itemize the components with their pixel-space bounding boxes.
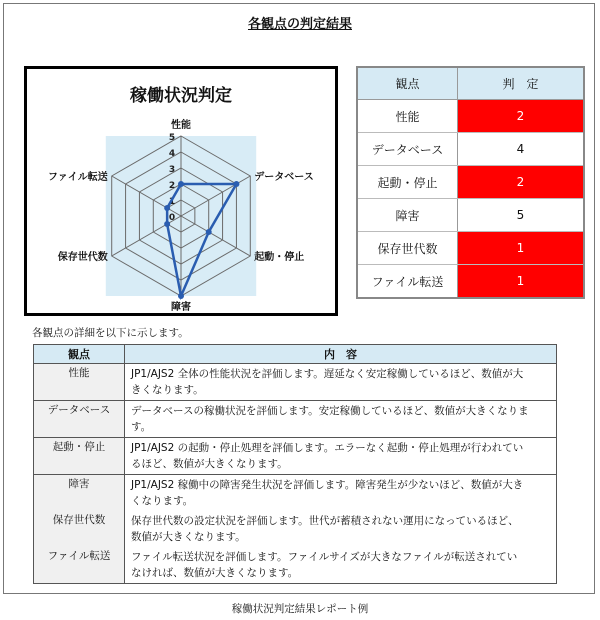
category-label: 性能 — [171, 120, 191, 131]
data-point — [164, 221, 170, 227]
judgement-table — [356, 66, 585, 299]
judgement-aspect: 障害 — [357, 199, 458, 232]
detail-aspect: データベース — [34, 401, 125, 438]
category-label: 起動・停止 — [254, 252, 305, 263]
judgement-row — [357, 133, 584, 166]
judgement-value: 2 — [458, 100, 585, 133]
category-label: データベース — [254, 172, 314, 183]
scale-label: 0 — [168, 213, 176, 223]
detail-description-line: きくなります。 — [131, 384, 204, 396]
judgement-value: 2 — [458, 166, 585, 199]
judgement-aspect: データベース — [357, 133, 458, 166]
judgement-value: 1 — [458, 265, 585, 299]
detail-description-line: JP1/AJS2 の起動・停止処理を評価します。エラーなく起動・停止処理が行われてい — [131, 442, 524, 454]
detail-description — [125, 511, 557, 547]
detail-aspect: 性能 — [34, 364, 125, 401]
detail-description-line: くなります。 — [131, 495, 194, 507]
detail-description-line: ファイル転送状況を評価します。ファイルサイズが大きなファイルが転送されてい — [131, 551, 518, 563]
detail-description-line: JP1/AJS2 稼働中の障害発生状況を評価します。障害発生が少ないほど、数値が大き — [131, 479, 524, 491]
detail-aspect: ファイル転送 — [34, 547, 125, 584]
detail-header-aspect: 観点 — [34, 345, 125, 364]
detail-row — [34, 401, 557, 438]
scale-label: 3 — [168, 165, 176, 175]
detail-intro: 各観点の詳細を以下に示します。 — [32, 327, 189, 339]
data-point — [164, 205, 170, 211]
scale-label: 5 — [168, 133, 176, 143]
detail-description-line: JP1/AJS2 全体の性能状況を評価します。遅延なく安定稼働しているほど、数値が大 — [131, 368, 524, 380]
detail-aspect: 障害 — [34, 475, 125, 512]
radar-chart — [24, 66, 338, 316]
radar-chart-svg — [27, 69, 335, 313]
judgement-row — [357, 100, 584, 133]
category-label: 障害 — [171, 302, 191, 313]
detail-row — [34, 475, 557, 512]
scale-label: 1 — [168, 197, 176, 207]
judgement-row — [357, 166, 584, 199]
judgement-header-row — [357, 67, 584, 100]
judgement-aspect: 起動・停止 — [357, 166, 458, 199]
judgement-value: 4 — [458, 133, 585, 166]
detail-row — [34, 547, 557, 584]
chart-title: 稼働状況判定 — [130, 86, 232, 106]
detail-row — [34, 511, 557, 547]
detail-description-line: 保存世代数の設定状況を評価します。世代が蓄積されない運用になっているほど、 — [131, 515, 519, 527]
judgement-aspect: ファイル転送 — [357, 265, 458, 299]
judgement-value: 5 — [458, 199, 585, 232]
detail-row — [34, 438, 557, 475]
data-point — [233, 181, 239, 187]
detail-description-line: るほど、数値が大きくなります。 — [131, 458, 288, 470]
data-point — [178, 181, 184, 187]
detail-description — [125, 547, 557, 584]
judgement-aspect: 保存世代数 — [357, 232, 458, 265]
scale-label: 2 — [168, 181, 176, 191]
judgement-row — [357, 199, 584, 232]
page-title: 各観点の判定結果 — [247, 17, 352, 32]
figure-caption: 稼働状況判定結果レポート例 — [231, 603, 369, 615]
detail-description — [125, 364, 557, 401]
judgement-header-aspect: 観点 — [357, 67, 458, 100]
scale-label: 4 — [168, 149, 176, 159]
detail-description-line: す。 — [131, 421, 152, 433]
detail-description — [125, 475, 557, 512]
detail-description — [125, 438, 557, 475]
data-point — [206, 229, 212, 235]
data-point — [178, 293, 184, 299]
detail-table — [33, 344, 557, 584]
judgement-row — [357, 232, 584, 265]
detail-header-content: 内 容 — [125, 345, 557, 364]
judgement-row — [357, 265, 584, 299]
detail-row — [34, 364, 557, 401]
category-label: 保存世代数 — [57, 252, 108, 263]
detail-header-row — [34, 345, 557, 364]
detail-aspect: 保存世代数 — [34, 511, 125, 547]
detail-description-line: なければ、数値が大きくなります。 — [131, 567, 299, 579]
judgement-value: 1 — [458, 232, 585, 265]
detail-description-line: データベースの稼働状況を評価します。安定稼働しているほど、数値が大きくなりま — [131, 405, 529, 417]
detail-description-line: 数値が大きくなります。 — [131, 531, 246, 543]
detail-description — [125, 401, 557, 438]
category-label: ファイル転送 — [47, 172, 108, 183]
judgement-header-result: 判 定 — [458, 67, 585, 100]
detail-aspect: 起動・停止 — [34, 438, 125, 475]
judgement-aspect: 性能 — [357, 100, 458, 133]
